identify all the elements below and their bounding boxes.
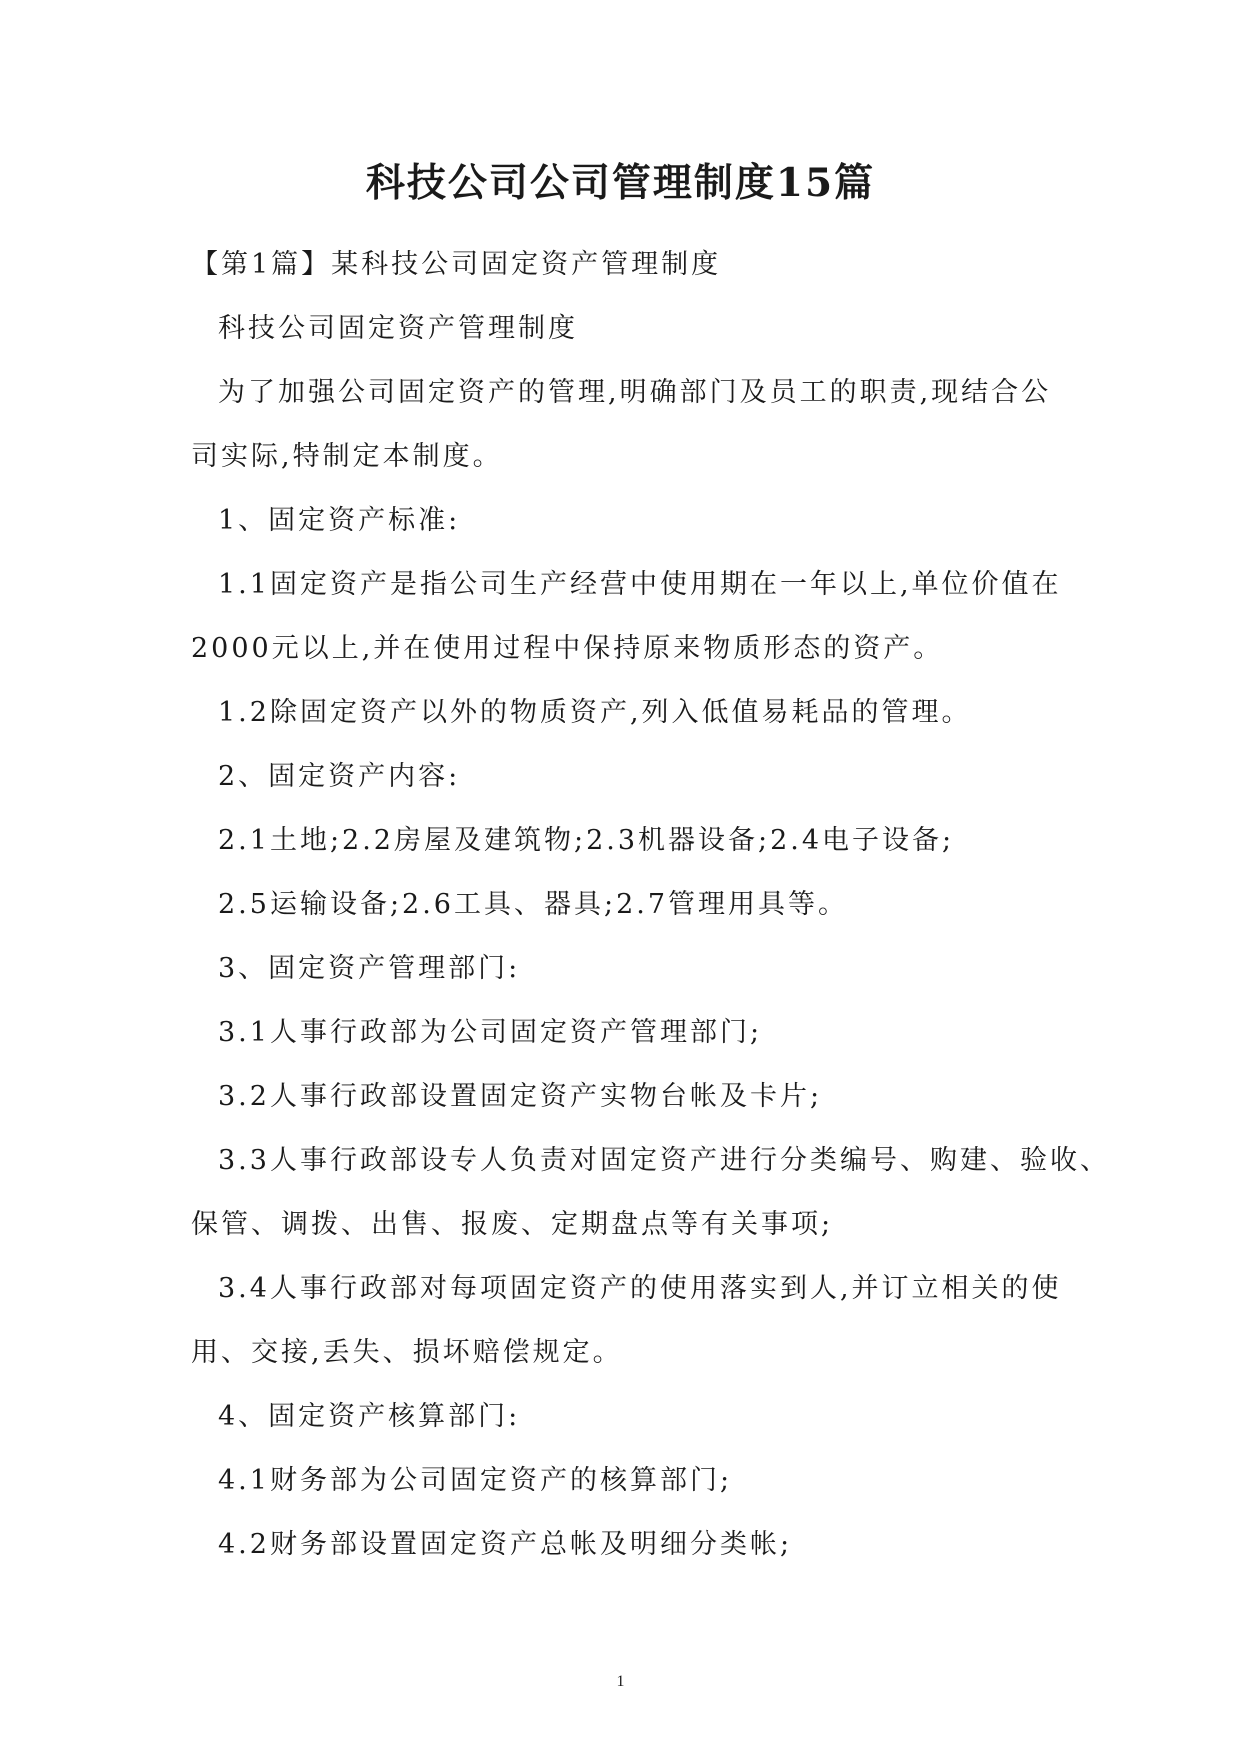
section-heading: 【第1篇】某科技公司固定资产管理制度 xyxy=(191,249,722,280)
paragraph-line: 为了加强公司固定资产的管理,明确部门及员工的职责,现结合公 xyxy=(218,377,1052,408)
paragraph-line: 3.2人事行政部设置固定资产实物台帐及卡片; xyxy=(218,1081,823,1112)
paragraph-line: 司实际,特制定本制度。 xyxy=(191,441,503,472)
paragraph-line: 3.3人事行政部设专人负责对固定资产进行分类编号、购建、验收、 xyxy=(218,1145,1110,1176)
paragraph-line: 用、交接,丢失、损坏赔偿规定。 xyxy=(191,1337,623,1368)
paragraph-line: 2000元以上,并在使用过程中保持原来物质形态的资产。 xyxy=(191,633,944,664)
document-title: 科技公司公司管理制度15篇 xyxy=(365,160,876,206)
paragraph-line: 1、固定资产标准: xyxy=(218,505,461,536)
paragraph-line: 1.2除固定资产以外的物质资产,列入低值易耗品的管理。 xyxy=(218,697,972,728)
paragraph-line: 4.2财务部设置固定资产总帐及明细分类帐; xyxy=(218,1529,793,1560)
paragraph-line: 3、固定资产管理部门: xyxy=(218,953,521,984)
paragraph-line: 3.4人事行政部对每项固定资产的使用落实到人,并订立相关的使 xyxy=(218,1273,1062,1304)
paragraph-line: 2.1土地;2.2房屋及建筑物;2.3机器设备;2.4电子设备; xyxy=(218,825,955,856)
paragraph-line: 2、固定资产内容: xyxy=(218,761,461,792)
page-number: 1 xyxy=(616,1673,625,1690)
paragraph-line: 保管、调拨、出售、报废、定期盘点等有关事项; xyxy=(191,1209,834,1240)
paragraph-line: 4.1财务部为公司固定资产的核算部门; xyxy=(218,1465,733,1496)
paragraph-line: 4、固定资产核算部门: xyxy=(218,1401,521,1432)
paragraph-line: 2.5运输设备;2.6工具、器具;2.7管理用具等。 xyxy=(218,889,849,920)
paragraph-line: 1.1固定资产是指公司生产经营中使用期在一年以上,单位价值在 xyxy=(218,569,1062,600)
paragraph-line: 科技公司固定资产管理制度 xyxy=(218,313,578,344)
paragraph-line: 3.1人事行政部为公司固定资产管理部门; xyxy=(218,1017,763,1048)
